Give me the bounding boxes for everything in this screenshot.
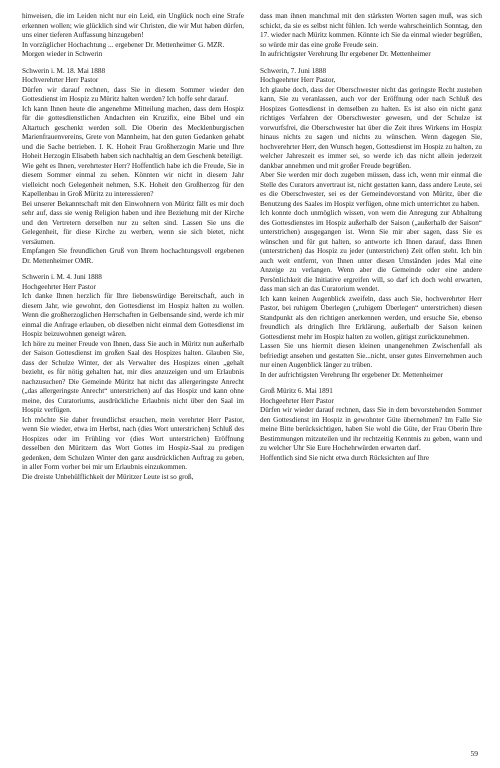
paragraph: In der aufrichtigsten Verehrung Ihr ergebener Dr. Mettenheimer xyxy=(260,370,443,379)
paragraph: Wie geht es Ihnen, verehrtester Herr? Hoffentlich habe ich die Freude, Sie in diesem Sommer einmal zu sehen. Könnten wir nicht in diesem Jahr vielleicht noch Gelegenheit nehmen, S.K. Hoheit den Großherzog für den Kapellenbau in Groß Müritz zu interessieren? xyxy=(22,161,244,198)
paragraph: Morgen wieder in Schwerin xyxy=(22,50,103,58)
paragraph: Ich danke Ihnen herzlich für Ihre liebenswürdige Bereitschaft, auch in diesem Jahr, wie gewohnt, den Gottesdienst im Hospiz halten zu wollen. Wenn die großherzoglichen Herrschaften in Gelbensande sind, werde ich mir einmal die Anfrage erlauben, ob dieselben nicht einmal dem Gottesdienst im Hospiz beizuwohnen geneigt wären. xyxy=(22,292,244,338)
paragraph: Lassen Sie uns hiermit diesen kleinen unangenehmen Zwischenfall als befriedigt ansehen und gestatten Sie...nicht, unser gutes Einvernehmen auch nur einen Augenblick länger zu trüben. xyxy=(260,342,482,369)
paragraph: Ich konnte doch unmöglich wissen, von wem die Anregung zur Abhaltung des Gottesdienstes im Hospiz außerhalb der Saison („außerhalb der Saison“ unterstrichen) ausgegangen ist. Wenn Sie mir aber sagen, dass Sie es wünschen und für gut halten, so antworte ich Ihnen darauf, dass Ihnen (unterstrichen) das Hospiz zu jeder (unterstrichen) Zeit offen steht. Ich bin auch weit entfernt, von Ihnen unter diesen Umständen jedes Mal eine Anzeige zu verlangen. Wenn aber die Gemeinde oder eine andere Persönlichkeit die Initiative ergreifen will, so darf ich doch wohl erwarten, dass man sich an das Curatorium wendet. xyxy=(260,209,482,293)
left-column xyxy=(22,12,244,752)
paragraph: dass man ihnen manchmal mit den stärksten Worten sagen muß, was sich schickt, da sie es selbst nicht fühlen. Ich werde wahrscheinlich Sonntag, den 17. wieder nach Müritz kommen. Könnte ich Sie da einmal wieder begrüßen, so würde mir das eine große Freude sein. xyxy=(260,12,482,49)
paragraph: Dürfen wir darauf rechnen, dass Sie in diesem Sommer wieder den Gottesdienst im Hospiz zu Müritz halten werden? Ich hoffe sehr darauf. xyxy=(22,85,244,103)
paragraph: Dürfen wir wieder darauf rechnen, dass Sie in dem bevorstehenden Sommer den Gottesdienst im Hospiz in gewohnter Güte übernehmen? Im Falle Sie meine Bitte berücksichtigen, haben Sie wohl die Güte, der Frau Oberin Ihre Bestimmungen mitzuteilen und ihr rechtzeitig Kenntnis zu geben, wann und zu welcher Uhr Sie Eure Hochehrwürden erwarten darf. xyxy=(260,406,482,452)
paragraph: Hochgeehrter Herr Pastor xyxy=(22,282,96,291)
paragraph: Schwerin i. M. 18. Mai 1888 xyxy=(22,66,106,75)
paragraph: Schwerin, 7. Juni 1888 xyxy=(260,66,327,75)
paragraph: In aufrichtigster Verehrung Ihr ergebener Dr. Mettenheimer xyxy=(260,50,431,58)
paragraph: Hochgeehrter Herr Pastor, xyxy=(260,76,336,84)
paragraph: Die dreiste Unbehülflichkeit der Müritzer Leute ist so groß, xyxy=(22,472,194,481)
paragraph: Empfangen Sie freundlichen Gruß von Ihrem hochachtungsvoll ergebenen Dr. Mettenheimer OMR. xyxy=(22,247,244,265)
paragraph: Hochgeehrter Herr Pastor xyxy=(260,396,334,405)
paragraph: hinweisen, die im Leiden nicht nur ein Leid, ein Unglück noch eine Strafe erkennen wollen; wie glücklich sind wir Christen, die wir Mut haben dürfen, uns einer tieferen Auffassung hinzugeben! xyxy=(22,12,244,39)
paragraph: Ich glaube doch, dass der Oberschwester nicht das geringste Recht zustehen kann, Sie zu veranlassen, auch vor der Eröffnung oder nach Schluß des Hospizes Gottesdienst in demselben zu halten. Es ist also ein nicht ganz richtiges Verfahren der Oberschwester gewesen, und der Schulze ist vorwurfsfrei, die Oberschwester hat über die Zeit ihres Wirkens im Hospiz hinaus nichts zu sagen und nichts zu wünschen. Wenn dagegen Sie, hochverehrter Herr, den Wunsch hegen, Gottesdienst im Hospiz zu halten, zu welcher Jahreszeit es immer sei, so werde ich das nicht allein jederzeit dankbar annehmen und mit großer Freude begrüßen. xyxy=(260,85,482,170)
paragraph: Aber Sie werden mir doch zugeben müssen, dass ich, wenn mir einmal die Stelle des Curators anvertraut ist, nicht gestatten kann, dass andere Leute, sei es die Oberschwester, sei es der Gemeindevorstand von Müritz, über die Benutzung des Saales im Hospiz verfügen, ohne mich unterrichtet zu haben. xyxy=(260,171,482,208)
paragraph: Hoffentlich sind Sie nicht etwa durch Rücksichten auf Ihre xyxy=(260,453,430,462)
text-columns xyxy=(22,12,482,752)
paragraph: Ich kann keinen Augenblick zweifeln, dass auch Sie, hochverehrter Herr Pastor, bei ruhigem Überlegen („ruhigem Überlegen“ unterstrichen) diesen Standpunkt als den richtigen anerkennen werden, und ersuche Sie, ebenso freundlich als dringlich Ihre Erklärung, außerhalb der Saison keinen Gottesdienst mehr im Hospiz halten zu wollen, gütigst zurückzunehmen. xyxy=(260,294,482,341)
right-column xyxy=(260,12,482,752)
paragraph: Groß Müritz 6. Mai 1891 xyxy=(260,387,333,395)
paragraph: In vorzüglicher Hochachtung ... ergebener Dr. Mettenheimer G. MZR. xyxy=(22,40,225,49)
paragraph: Bei unserer Bekanntschaft mit den Einwohnern von Müritz fällt es mir doch sehr auf, dass sie wenig Religion haben und ihre Beziehung mit der Kirche und den Vertretern derselben nur zu selten sind. Lassen Sie uns die Gelegenheit, für diese Kirche zu werben, wenn sie sich bietet, nicht versäumen. xyxy=(22,199,244,246)
paragraph: Ich höre zu meiner Freude von Ihnen, dass Sie auch in Müritz nun außerhalb der Saison Gottesdienst im großen Saal des Hospizes halten. Glauben Sie, dass der Schulze Winter, der als Verwalter des Hospizes einen „gehalt bezieht, es für nötig gehalten hat, mir dies anzuzeigen und um Erlaubnis nachzusuchen? Die Gemeinde Müritz hat nicht das allergeringste Anrecht („das allergeringste Anrecht“ unterstrichen) auf das Hospiz und kann ohne meine, des Curatoriums, ausdrückliche Erlaubnis nicht über den Saal im Hospiz verfügen. xyxy=(22,339,244,414)
paragraph: Ich möchte Sie daher freundlichst ersuchen, mein verehrter Herr Pastor, wenn Sie wieder, etwa im Herbst, nach (dies Wort unterstrichen) Schluß des Hospizes oder im Frühling vor (dies Wort unterstrichen) Eröffnung desselben den Müritzern das Wort Gottes im Hospiz-Saal zu predigen gedenken, dem Schulzen Winter den ganz ausdrücklichen Auftrag zu geben, in aller Form vorher bei mir um Erlaubnis einzukommen. xyxy=(22,415,244,471)
page-number: 59 xyxy=(470,749,478,758)
paragraph: Ich kann Ihnen heute die angenehme Mitteilung machen, dass dem Hospiz für die gottesdienstlichen Andachten ein Kruzifix, eine Bibel und ein Altartuch geschenkt werden soll. Die Oberin des Mecklenburgischen Marienfrauenvereins, Grete von Mannheim, hat den guten Gedanken gehabt und die Sache betrieben. I. K. Hoheit Frau Großherzogin Marie und Ihre Hoheit Herzogin Elisabeth haben sich nachhaltig an dem Geschenk beteiligt. xyxy=(22,104,244,160)
paragraph: Schwerin i. M. 4. Juni 1888 xyxy=(22,273,102,281)
paragraph: Hochverehrter Herr Pastor xyxy=(22,76,99,84)
